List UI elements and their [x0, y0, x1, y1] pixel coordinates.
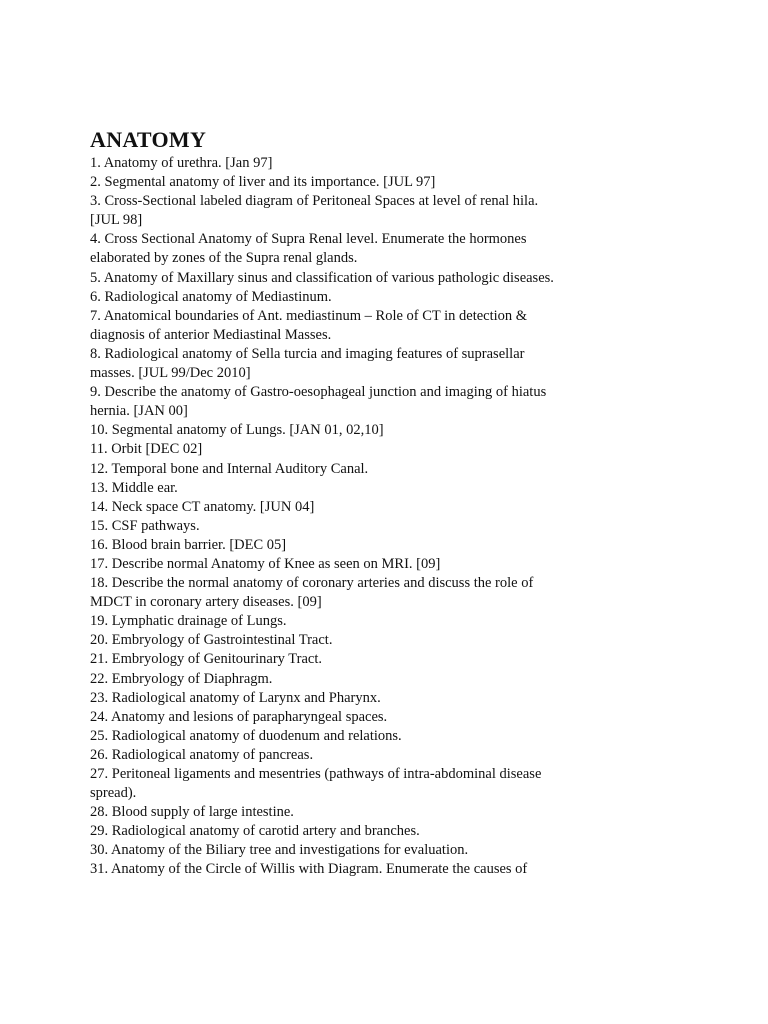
- list-line: 12. Temporal bone and Internal Auditory Canal.: [90, 460, 369, 477]
- list-line: 27. Peritoneal ligaments and mesentries (pathways of intra-abdominal disease: [90, 766, 542, 782]
- list-line: spread).: [90, 785, 137, 802]
- list-line: 25. Radiological anatomy of duodenum and relations.: [90, 727, 402, 744]
- list-line: 24. Anatomy and lesions of parapharyngeal spaces.: [90, 708, 388, 725]
- list-line: 30. Anatomy of the Biliary tree and investigations for evaluation.: [90, 842, 469, 859]
- list-line: 21. Embryology of Genitourinary Tract.: [90, 651, 322, 668]
- list-line: elaborated by zones of the Supra renal glands.: [90, 250, 358, 267]
- list-line: 9. Describe the anatomy of Gastro-oesophageal junction and imaging of hiatus: [90, 384, 547, 401]
- list-line: 10. Segmental anatomy of Lungs. [JAN 01, 02,10]: [90, 422, 384, 439]
- question-list: [90, 154, 650, 880]
- list-line: 8. Radiological anatomy of Sella turcia and imaging features of suprasellar: [90, 345, 525, 362]
- list-line: 3. Cross-Sectional labeled diagram of Peritoneal Spaces at level of renal hila.: [90, 193, 539, 210]
- list-line: 18. Describe the normal anatomy of coronary arteries and discuss the role of: [90, 575, 534, 592]
- list-line: 6. Radiological anatomy of Mediastinum.: [90, 288, 332, 305]
- list-line: 4. Cross Sectional Anatomy of Supra Renal level. Enumerate the hormones: [90, 231, 527, 248]
- list-line: MDCT in coronary artery diseases. [09]: [90, 594, 322, 611]
- list-line: 16. Blood brain barrier. [DEC 05]: [90, 536, 287, 553]
- list-line: [JUL 98]: [90, 212, 143, 229]
- list-line: 19. Lymphatic drainage of Lungs.: [90, 613, 287, 630]
- list-line: 5. Anatomy of Maxillary sinus and classification of various pathologic diseases.: [90, 269, 554, 286]
- list-line: 20. Embryology of Gastrointestinal Tract.: [90, 632, 333, 649]
- list-line: diagnosis of anterior Mediastinal Masses.: [90, 326, 332, 343]
- document-heading: ANATOMY: [90, 127, 207, 152]
- list-line: 15. CSF pathways.: [90, 517, 200, 534]
- list-line: 14. Neck space CT anatomy. [JUN 04]: [90, 498, 315, 515]
- list-line: 2. Segmental anatomy of liver and its importance. [JUL 97]: [90, 174, 436, 191]
- document-page: [90, 126, 650, 880]
- list-line: 13. Middle ear.: [90, 479, 178, 496]
- list-line: 22. Embryology of Diaphragm.: [90, 670, 273, 687]
- list-line: hernia. [JAN 00]: [90, 403, 188, 420]
- list-line: 29. Radiological anatomy of carotid artery and branches.: [90, 823, 420, 840]
- list-line: 7. Anatomical boundaries of Ant. mediastinum – Role of CT in detection &: [90, 307, 528, 324]
- list-line: 26. Radiological anatomy of pancreas.: [90, 746, 314, 763]
- list-line: 1. Anatomy of urethra. [Jan 97]: [90, 155, 273, 171]
- list-line: masses. [JUL 99/Dec 2010]: [90, 365, 251, 382]
- list-line: 28. Blood supply of large intestine.: [90, 804, 294, 821]
- list-line: 17. Describe normal Anatomy of Knee as seen on MRI. [09]: [90, 555, 441, 572]
- list-line: 31. Anatomy of the Circle of Willis with Diagram. Enumerate the causes of: [90, 861, 528, 878]
- list-line: 11. Orbit [DEC 02]: [90, 441, 203, 458]
- list-line: 23. Radiological anatomy of Larynx and Pharynx.: [90, 689, 381, 706]
